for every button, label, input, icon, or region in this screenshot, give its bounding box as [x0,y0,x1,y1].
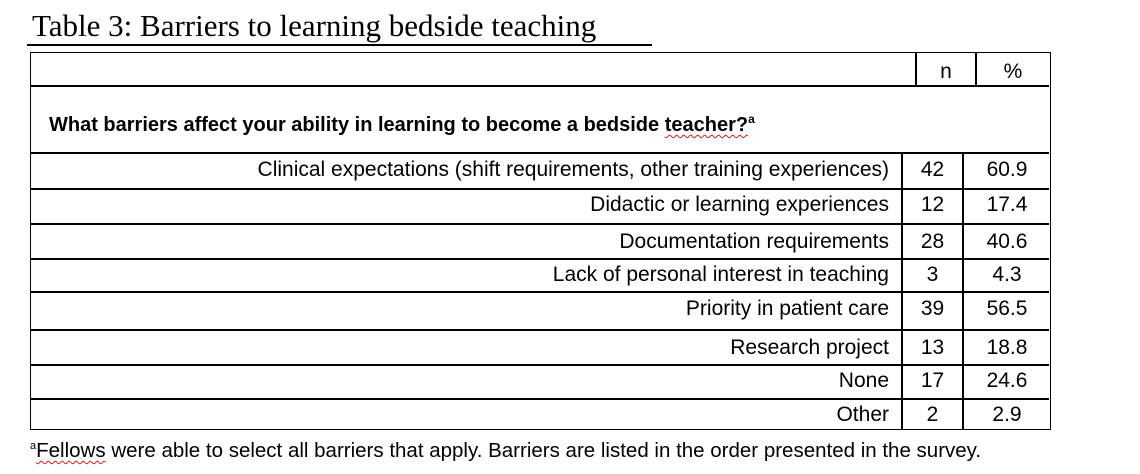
barrier-label: Other [836,403,889,426]
pct-column-left-border [975,53,977,85]
barrier-count: 17 [920,369,945,392]
barrier-count: 3 [926,263,939,286]
barrier-count: 39 [920,297,945,320]
barrier-percent: 18.8 [986,336,1028,359]
survey-question [49,105,755,139]
barrier-percent: 56.5 [986,297,1028,320]
row-divider [31,188,1049,190]
barrier-count: 12 [920,193,945,216]
row-divider [31,291,1049,293]
header-divider [31,85,1049,87]
question-divider [31,152,1049,154]
barrier-label: Priority in patient care [685,297,889,320]
question-text: What barriers affect your ability in learning to become a bedside [49,114,665,136]
title-underline [27,44,652,46]
barriers-table [30,52,1051,430]
row-divider [31,258,1049,260]
barrier-percent: 17.4 [986,193,1028,216]
barrier-count: 42 [920,158,945,181]
footnote-text: were able to select all barriers that apply. Barriers are listed in the order presented in the survey. [105,439,982,462]
barrier-count: 13 [920,336,945,359]
barrier-percent: 2.9 [992,403,1022,426]
barrier-label: None [838,369,889,392]
question-footnote-marker: a [748,112,755,126]
barrier-percent: 24.6 [986,369,1028,392]
n-column-left-border [915,53,917,85]
barrier-percent: 4.3 [992,263,1022,286]
barrier-count: 28 [920,230,945,253]
row-divider [31,223,1049,225]
barrier-label: Research project [730,336,889,359]
barrier-count: 2 [926,403,939,426]
barrier-label: Didactic or learning experiences [590,193,889,216]
footnote-spellcheck-word: Fellows [36,439,106,462]
barrier-label: Lack of personal interest in teaching [552,263,889,286]
row-divider [31,364,1049,366]
table-footnote [30,432,1130,465]
table-title: Table 3: Barriers to learning bedside teaching [32,8,597,43]
column-header-n: n [940,60,952,83]
column-header-percent: % [1003,60,1023,83]
barrier-label: Documentation requirements [619,230,889,253]
barrier-percent: 40.6 [986,230,1028,253]
footnote-marker: a [30,440,37,452]
row-divider [31,398,1049,400]
row-divider [31,329,1049,331]
question-spellcheck-word: teacher? [664,114,749,136]
barrier-percent: 60.9 [986,158,1028,181]
barrier-label: Clinical expectations (shift requirements, other training experiences) [257,158,889,181]
